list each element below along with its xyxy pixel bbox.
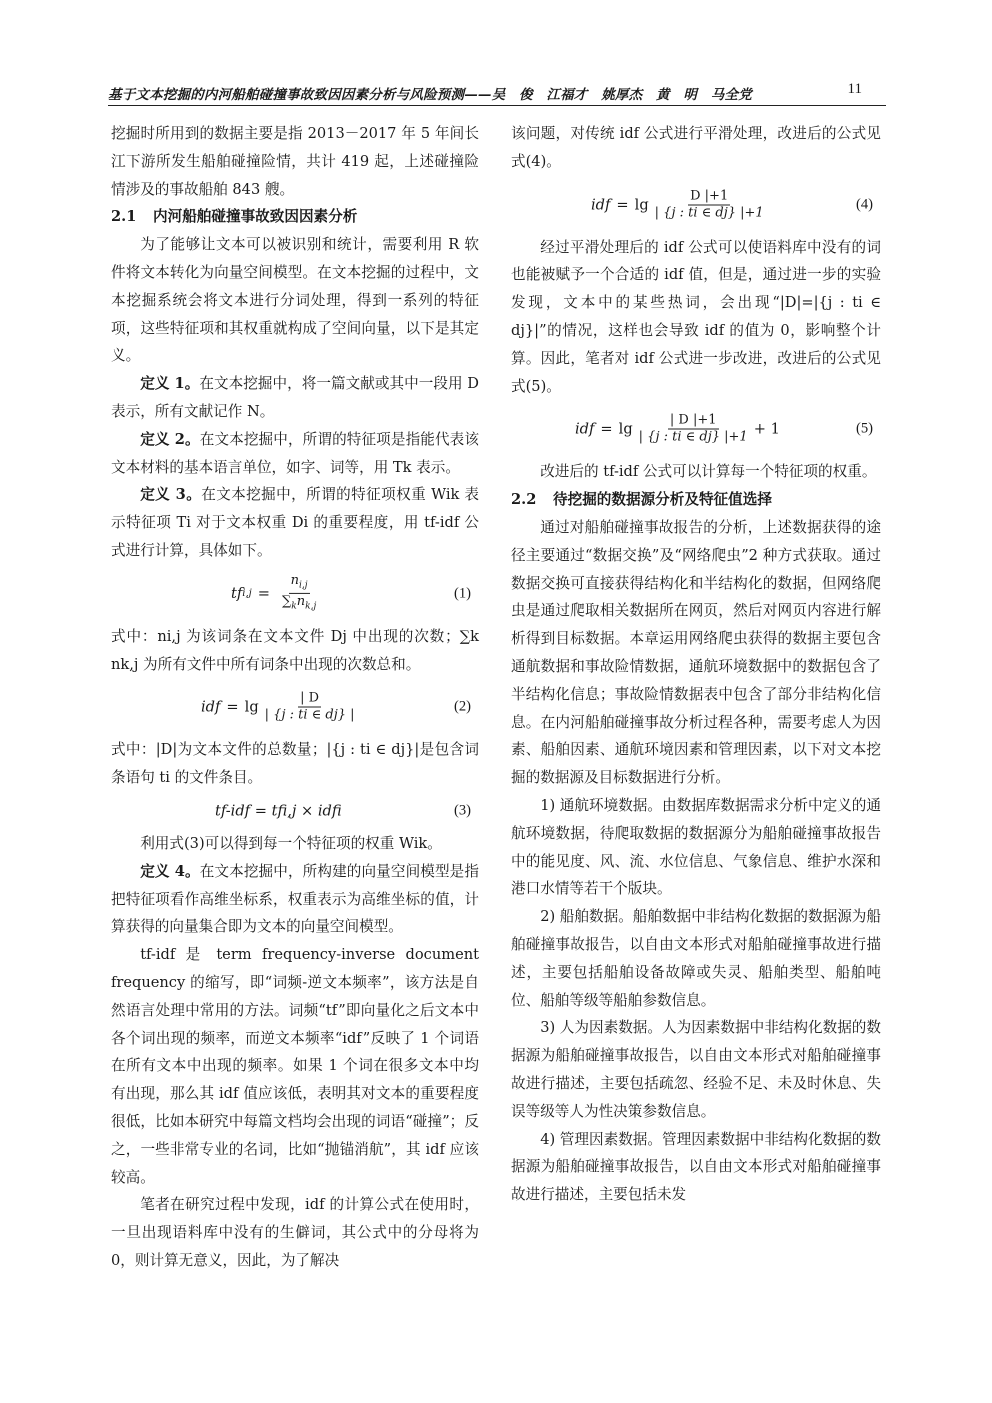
paragraph: 式中：ni,j 为该词条在文本文件 Dj 中出现的次数；∑k nk,j 为所有文件中所有词条中出现的次数总和。 [111, 627, 479, 673]
section-heading-2-1: 2.1 内河船舶碰撞事故致因因素分析 [111, 208, 358, 226]
paragraph: 利用式(3)可以得到每一个特征项的权重 Wik。 [140, 834, 442, 852]
equation-2: idf = lg $\frac{| D}{| \{j : ti \in dj\} |}$ (2) [201, 690, 471, 723]
equation-number: (3) [453, 802, 471, 819]
paragraph: 改进后的 tf-idf 公式可以计算每一个特征项的权重。 [540, 463, 877, 481]
paragraph: 挖掘时所用到的数据主要是指 2013－2017 年 5 年间长江下游所发生船舶碰撞险情，共计 419 起，上述碰撞险情涉及的事故船舶 843 艘。 [111, 125, 479, 198]
equation-4: idf = lg $\frac{D |+1}{| \{j : ti \in dj\} |+1}$ (4) [591, 188, 873, 221]
list-item: 3) 人为因素数据。人为因素数据中非结构化数据的数据源为船舶碰撞事故报告，以自由文本形式对船舶碰撞事故进行描述，主要包括疏忽、经验不足、未及时休息、失误等级等人为性决策参数信息。 [511, 1019, 881, 1120]
equation-5: idf = lg $\frac{| D |+1}{| \{j : ti \in dj\} |+1}$ + 1 (5) [575, 412, 873, 445]
equation-number: (2) [453, 698, 471, 715]
paragraph: 笔者在研究过程中发现，idf 的计算公式在使用时，一旦出现语料库中没有的生僻词，其公式中的分母将为 0，则计算无意义，因此，为了解决 [111, 1196, 479, 1269]
definition-3: 定义 3。在文本挖掘中，所谓的特征项权重 Wik 表示特征项 Ti 对于文本权重 Di 的重要程度，用 tf-idf 公式进行计算，具体如下。 [111, 486, 479, 559]
page-number: 11 [847, 81, 862, 97]
list-item: 2) 船舶数据。船舶数据中非结构化数据的数据源为船舶碰撞事故报告，以自由文本形式对船舶碰撞事故进行描述，主要包括船舶设备故障或失灵、船舶类型、船舶吨位、船舶等级等船舶参数信息。 [511, 908, 881, 1009]
paragraph: 通过对船舶碰撞事故报告的分析，上述数据获得的途径主要通过“数据交换”及“网络爬虫”2 种方式获取。通过数据交换可直接获得结构化和半结构化的数据，但网络爬虫是通过爬取相关数据所在网页，然后对网页内容进行解析得到目标数据。本章运用网络爬虫获得的数据主要包含通航数据和事故险情数据，通航环境数据中的数据包含了半结构化信息；事故险情数据表中包含了部分非结构化信息。在内河船舶碰撞事故分析过程各种，需要考虑人为因素、船舶因素、通航环境因素和管理因素，以下对文本挖掘的数据源及目标数据进行分析。 [511, 518, 881, 787]
paragraph: 式中：|D|为文本文件的总数量；|{j : ti ∈ dj}|是包含词条语句 ti 的文件条目。 [111, 741, 479, 787]
definition-2: 定义 2。在文本挖掘中，所谓的特征项是指能代表该文本材料的基本语言单位，如字、词等，用 Tk 表示。 [111, 430, 479, 476]
paragraph: 经过平滑处理后的 idf 公式可以使语料库中没有的词也能被赋予一个合适的 idf 值，但是，通过进一步的实验发现，文本中的某些热词，会出现“|D|=|{j : ti ∈ dj}|”的情况，这样也会导致 idf 的值为 0，影响整个计算。因此，笔者对 idf 公式进一步改进，改进后的公式见式(5)。 [511, 238, 881, 395]
list-item: 1) 通航环境数据。由数据库数据需求分析中定义的通航环境数据，待爬取数据的数据源分为船舶碰撞事故报告中的能见度、风、流、水位信息、气象信息、维护水深和港口水情等若干个版块。 [511, 796, 881, 898]
running-header [108, 79, 886, 106]
left-column [111, 120, 479, 1275]
header-title: 基于文本挖掘的内河船舶碰撞事故致因因素分析与风险预测——吴 俊 江福才 姚厚杰 黄 明 马全党 [108, 87, 752, 103]
definition-1: 定义 1。在文本挖掘中，将一篇文献或其中一段用 D 表示，所有文献记作 N。 [111, 375, 479, 420]
equation-number: (4) [855, 196, 873, 213]
paragraph: 为了能够让文本可以被识别和统计，需要利用 R 软件将文本转化为向量空间模型。在文本挖掘的过程中，文本挖掘系统会将文本进行分词处理，得到一系列的特征项，这些特征项和其权重就构成了空间向量，以下是其定义。 [111, 236, 479, 365]
equation-3: tf-idf = tfi,j × idfi (3) [215, 802, 471, 820]
definition-4: 定义 4。在文本挖掘中，所构建的向量空间模型是指把特征项看作高维坐标系，权重表示为高维坐标的值，计算获得的向量集合即为文本的向量空间模型。 [111, 862, 479, 936]
equation-number: (1) [453, 585, 471, 602]
list-item: 4) 管理因素数据。管理因素数据中非结构化数据的数据源为船舶碰撞事故报告，以自由文本形式对船舶碰撞事故进行描述，主要包括未发 [511, 1130, 881, 1204]
right-column [511, 120, 881, 1209]
paragraph: tf-idf 是 term frequency-inverse document frequency 的缩写，即“词频-逆文本频率”，该方法是自然语言处理中常用的方法。词频“tf”即向量化之后文本中各个词出现的频率，而逆文本频率“idf”反映了 1 个词语在所有文本中出现的频率。如果 1 个词在很多文本中均有出现，那么其 idf 值应该低，表明其对文本的重要程度很低，比如本研究中每篇文档均会出现的词语“碰撞”；反之，一些非常专业的名词，比如“抛锚消航”，其 idf 应该较高。 [111, 946, 479, 1186]
equation-number: (5) [855, 420, 873, 437]
section-heading-2-2: 2.2 待挖掘的数据源分析及特征值选择 [511, 491, 772, 509]
equation-1: tf i,j = $\frac{n_{i,j}}{\sum_kn_{k,j}}$ (1) [231, 572, 471, 612]
paragraph: 该问题，对传统 idf 公式进行平滑处理，改进后的公式见式(4)。 [511, 125, 881, 170]
